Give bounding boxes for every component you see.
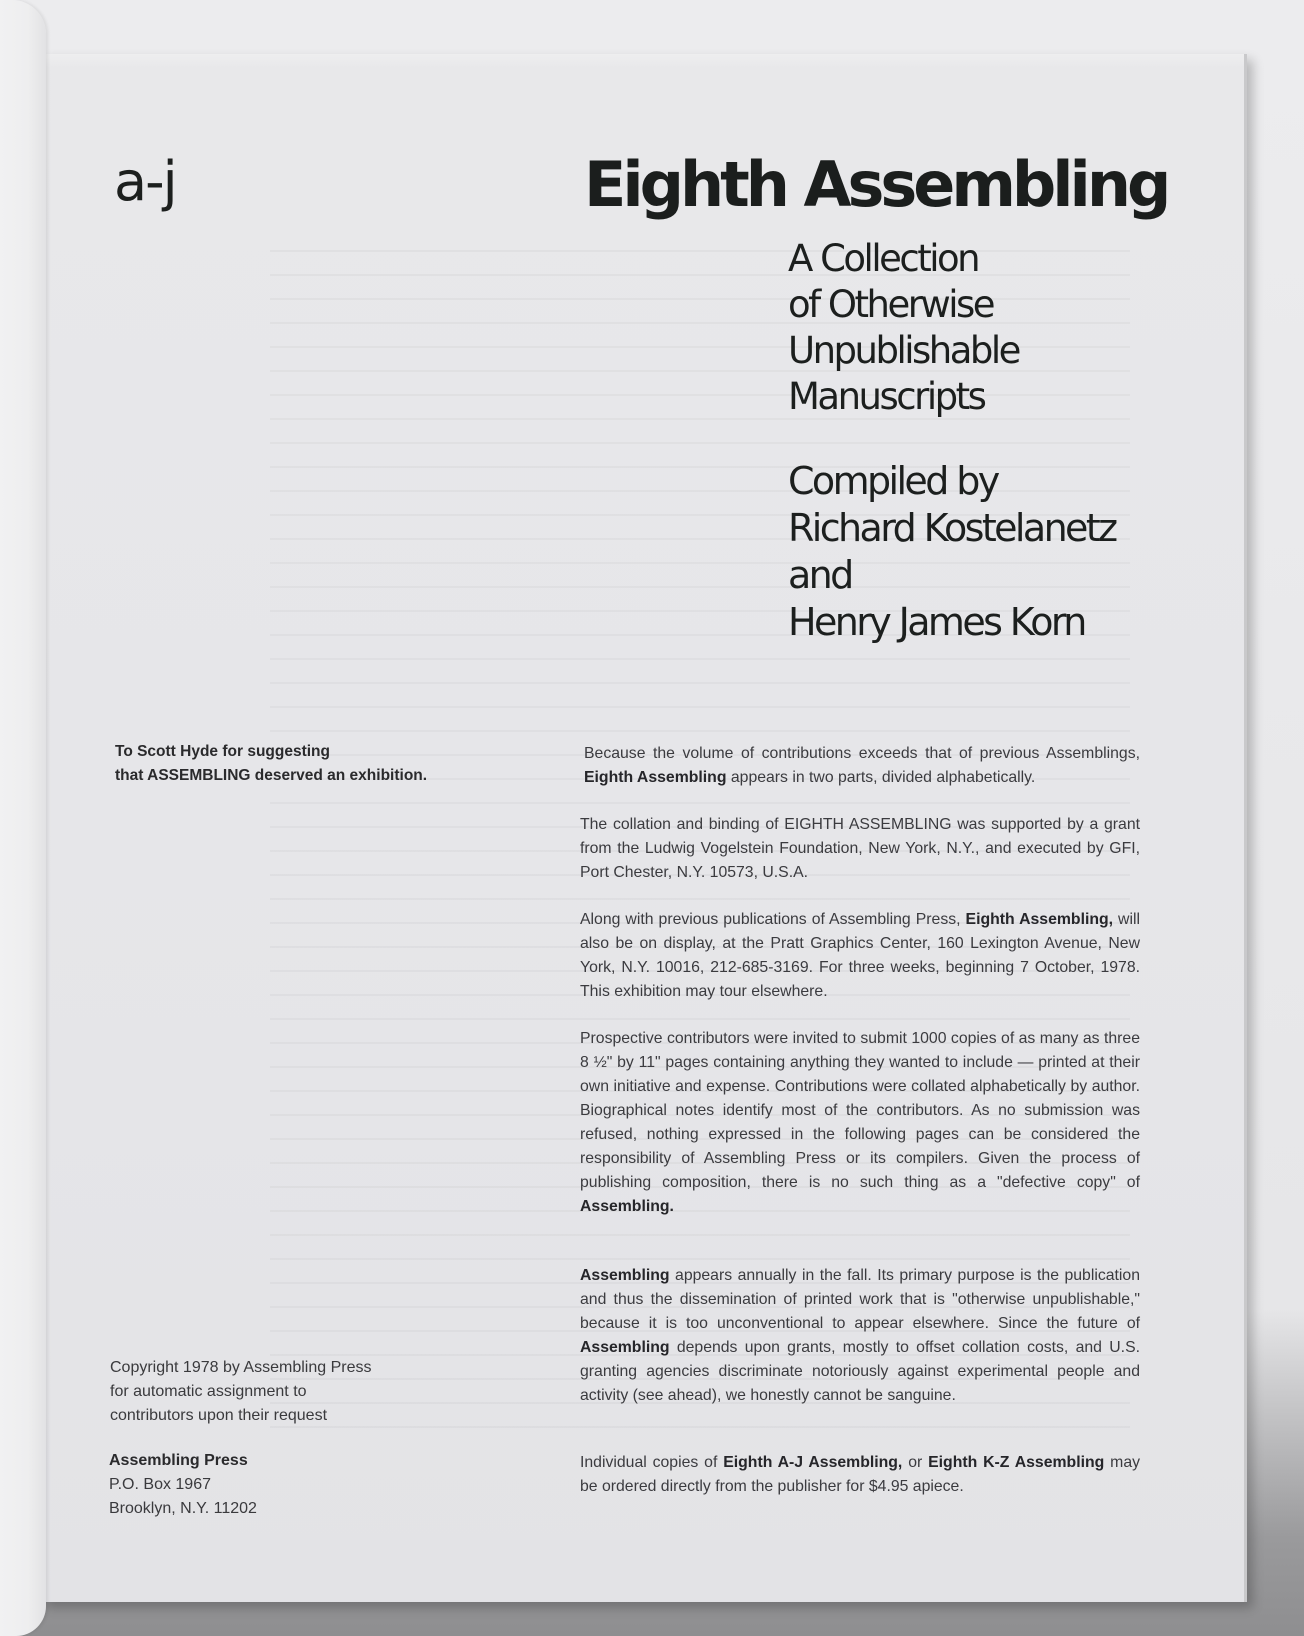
credit-line: and [788, 553, 852, 597]
title-emphasis: Eighth Assembling, [965, 911, 1114, 928]
subtitle-line: A Collection [788, 237, 979, 280]
publisher-city: Brooklyn, N.Y. 11202 [109, 1500, 257, 1517]
title-emphasis: Eighth K-Z Assembling [928, 1454, 1105, 1471]
subtitle-line: Manuscripts [788, 375, 985, 418]
dedication [115, 740, 427, 788]
text-run: or [902, 1454, 929, 1471]
publisher-name: Assembling Press [109, 1452, 248, 1469]
copyright-line: Copyright 1978 by Assembling Press [110, 1359, 372, 1376]
text-run: Prospective contributors were invited to submit 1000 copies of as many as three 8 ½" by 11" pages containing anything they wanted to include — printed at their own initiative and expense. Contributions were collated alphabetically by author. Biographical notes identify most of the contributors. As no submission was refused, nothing expressed in the following pages can be considered the responsibility of Assembling Press or its compilers. Given the process of publishing composition, there is no such thing as a "defective copy" of [580, 1030, 1140, 1191]
paragraph-exhibition [580, 908, 1140, 1004]
subtitle-line: of Otherwise [788, 283, 994, 326]
copyright-line: contributors upon their request [110, 1407, 328, 1424]
text-run: The collation and binding of EIGHTH ASSEMBLING was supported by a grant from the Ludwig Vogelstein Foundation, New York, N.Y., and executed by GFI, Port Chester, N.Y. 10573, U.S.A. [580, 816, 1140, 881]
title-emphasis: Assembling [580, 1267, 670, 1284]
credit-line: Compiled by [788, 459, 998, 503]
text-run: may be ordered directly from the publisher for $4.95 apiece. [580, 1454, 1141, 1495]
colophon-text [580, 742, 1140, 1522]
paragraph-contributors [580, 1027, 1140, 1219]
publisher-po-box: P.O. Box 1967 [109, 1476, 211, 1493]
text-run: appears annually in the fall. Its primary purpose is the publication and thus the dissemination of printed work that is "otherwise unpublishable," because it is too unconventional to appear elsewhere. Since the future of [580, 1267, 1140, 1332]
book-title: Eighth Assembling [584, 148, 1168, 221]
paragraph-collation [580, 813, 1140, 885]
binding-edge [0, 0, 46, 1636]
title-emphasis: Eighth Assembling [584, 769, 727, 786]
copyright-notice [110, 1356, 371, 1428]
page-top-edge [40, 54, 1244, 68]
dedication-line: that ASSEMBLING deserved an exhibition. [115, 767, 428, 784]
section-label: a-j [114, 150, 176, 213]
book-subtitle [788, 236, 1019, 420]
text-run: Because the volume of contributions exceeds that of previous Assemblings, [584, 745, 1140, 762]
credit-line: Henry James Korn [788, 600, 1085, 644]
copyright-line: for automatic assignment to [110, 1383, 307, 1400]
text-run: Individual copies of [580, 1454, 724, 1471]
publisher-address [109, 1449, 257, 1521]
paragraph-ordering [580, 1451, 1140, 1499]
dedication-line: To Scott Hyde for suggesting [115, 743, 330, 760]
compiler-credits [788, 458, 1115, 646]
text-run: depends upon grants, mostly to offset collation costs, and U.S. granting agencies discriminate notoriously against experimental people and activity (see ahead), we honestly cannot be sanguine. [580, 1339, 1140, 1404]
paragraph-volume [584, 742, 1140, 790]
title-emphasis: Assembling. [580, 1198, 674, 1215]
subtitle-line: Unpublishable [788, 329, 1019, 372]
text-run: Along with previous publications of Assembling Press, [580, 911, 966, 928]
text-run: will also be on display, at the Pratt Graphics Center, 160 Lexington Avenue, New York, N.Y. 10016, 212-685-3169. For three weeks, beginning 7 October, 1978. This exhibition may tour elsewhere. [580, 911, 1140, 1000]
title-emphasis: Assembling [580, 1339, 670, 1356]
paragraph-purpose [580, 1264, 1140, 1408]
text-run: appears in two parts, divided alphabetically. [726, 769, 1036, 786]
title-emphasis: Eighth A-J Assembling, [723, 1454, 903, 1471]
credit-line: Richard Kostelanetz [788, 506, 1116, 550]
